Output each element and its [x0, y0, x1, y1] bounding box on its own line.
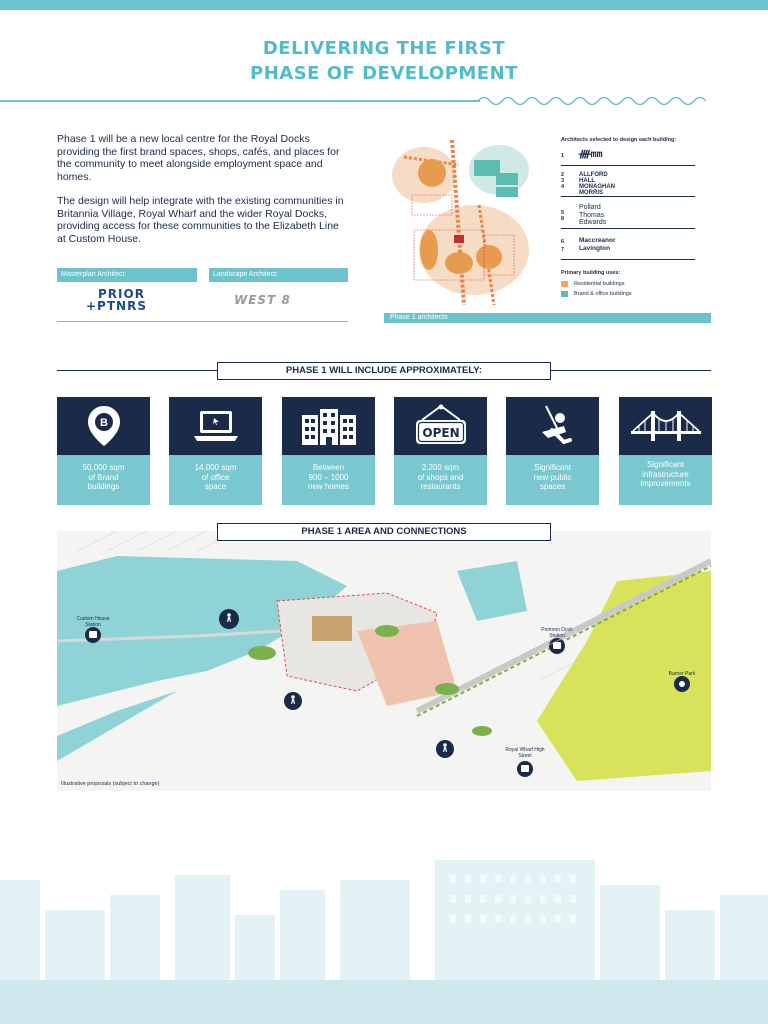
- stat-label: Significant new public spaces: [506, 455, 599, 505]
- site-plan-map: [384, 135, 554, 305]
- landscape-architect-label: Landscape Architect:: [209, 268, 348, 282]
- uses-heading: Primary building uses:: [561, 270, 621, 276]
- intro-paragraph-2: The design will help integrate with the existing communities in Britannia Village, Royal Wharf and the wider Royal Docks, providing access for these communities to the Elizabeth Line at Custom House.: [57, 195, 344, 245]
- top-accent-bar: [0, 0, 768, 10]
- wave-divider-icon: [478, 93, 710, 109]
- title-divider: [0, 100, 480, 102]
- svg-text:B: B: [99, 417, 108, 429]
- architect-row: 6 7 Maccreanor Lavington: [561, 235, 695, 260]
- stat-label: 14,000 sqm of office space: [169, 455, 262, 505]
- swing-icon: [528, 404, 578, 448]
- map-pin-b-icon: [86, 404, 122, 448]
- architect-row: 1 ᚎmm: [561, 146, 695, 166]
- open-sign-text: OPEN: [421, 426, 460, 440]
- stat-card-shops: [394, 397, 487, 505]
- bridge-icon: [631, 409, 701, 443]
- prior-partners-logo: PRIOR +PTNRS: [86, 287, 147, 313]
- stat-card-office: [169, 397, 262, 505]
- poi-barrier-park: Barrier Park: [668, 671, 696, 677]
- intro-paragraph-1: Phase 1 will be a new local centre for the Royal Docks providing the first brand spaces, shops, cafés, and places for the community to meet alongside employment space and homes.: [57, 133, 340, 183]
- stat-label: Significant infrastructure improvements: [619, 455, 712, 505]
- apartment-building-icon: [300, 407, 358, 445]
- phase-1-architects-label: Phase 1 architects: [384, 313, 711, 323]
- intro-text: [57, 133, 347, 257]
- stat-card-infrastructure: [619, 397, 712, 505]
- poi-royal-wharf-high-street: Royal Wharf High Street: [505, 747, 545, 759]
- laptop-icon: [192, 409, 240, 443]
- west8-logo: WEST 8: [234, 293, 291, 307]
- poi-custom-house-station: Custom House Station: [76, 616, 110, 628]
- architects-heading: Architects selected to design each building:: [561, 137, 677, 143]
- stat-label: Between 900 – 1000 new homes: [282, 455, 375, 505]
- architect-row: 5 8 Pollard Thomas Edwards: [561, 203, 695, 229]
- architect-row: 2 3 4 ALLFORD HALL MONAGHAN MORRIS: [561, 170, 695, 197]
- title-line-2: PHASE OF DEVELOPMENT: [250, 63, 518, 84]
- page-title: [0, 36, 768, 86]
- masterplan-architect-label: Masterplan Architect:: [57, 268, 197, 282]
- stat-card-brand: [57, 397, 150, 505]
- credits-divider: [57, 321, 348, 322]
- legend-office: Brand & office buildings: [561, 291, 632, 297]
- poi-pontoon-dock-station: Pontoon Dock Station: [541, 627, 573, 639]
- stat-card-public-spaces: [506, 397, 599, 505]
- map-caption: Illustrative proposals (subject to change): [61, 781, 160, 787]
- stat-label: 2,200 sqm of shops and restaurants: [394, 455, 487, 505]
- stat-label: 50,000 sqm of Brand buildings: [57, 455, 150, 505]
- aerial-map-illustration: [57, 531, 711, 791]
- area-connections-map: [57, 531, 711, 791]
- stat-card-homes: [282, 397, 375, 505]
- city-skyline-decoration: [0, 840, 768, 1024]
- legend-residential: Residential buildings: [561, 281, 624, 287]
- open-sign-icon: [412, 404, 470, 448]
- area-heading: PHASE 1 AREA AND CONNECTIONS: [217, 523, 551, 541]
- title-line-1: DELIVERING THE FIRST: [262, 38, 506, 59]
- includes-heading: PHASE 1 WILL INCLUDE APPROXIMATELY:: [217, 362, 551, 380]
